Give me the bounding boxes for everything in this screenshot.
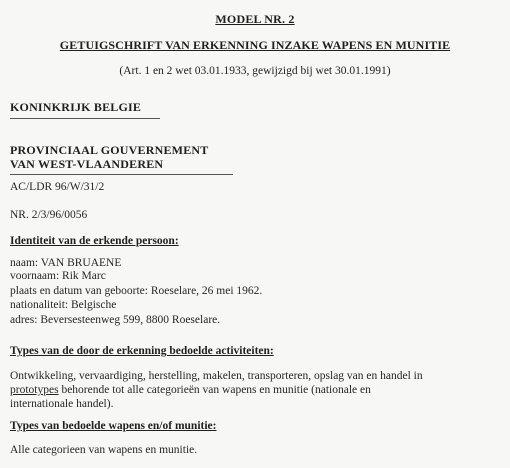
model-number: MODEL NR. 2: [215, 12, 295, 26]
identity-firstname: voornaam: Rik Marc: [10, 270, 106, 282]
certificate-number: NR. 2/3/96/0056: [10, 209, 88, 221]
identity-birth: plaats en datum van geboorte: Roeselare, 26 mei 1962.: [10, 285, 263, 297]
identity-address: adres: Beversesteenweg 599, 8800 Roeselare.: [10, 314, 221, 326]
reference-code: AC/LDR 96/W/31/2: [10, 181, 105, 193]
document-title: GETUIGSCHRIFT VAN ERKENNING INZAKE WAPENS EN MUNITIE: [59, 38, 451, 52]
weapons-text: Alle categorieen van wapens en munitie.: [10, 444, 198, 456]
identity-nationality: nationaliteit: Belgische: [10, 299, 117, 311]
activities-heading: Types van de door de erkenning bedoelde activiteiten:: [10, 345, 274, 357]
province-line-1: PROVINCIAAL GOUVERNEMENT: [10, 143, 209, 157]
legal-reference: (Art. 1 en 2 wet 03.01.1933, gewijzigd bij wet 30.01.1991): [119, 65, 391, 77]
identity-name: naam: VAN BRUAENE: [10, 257, 122, 269]
activities-text: [10, 369, 500, 411]
activities-line-3: internationale handel).: [10, 398, 114, 410]
activities-line-1: Ontwikkeling, vervaardiging, herstelling, makelen, transporteren, opslag van en handel in: [10, 370, 423, 382]
activities-line-2-rest: behorende tot alle categorieën van wapens en munitie (nationale en: [58, 384, 371, 396]
identity-heading: Identiteit van de erkende persoon:: [10, 235, 179, 247]
country-heading: KONINKRIJK BELGIE: [10, 100, 142, 114]
activities-line-2: [10, 383, 500, 397]
activities-prototypes: prototypes: [10, 384, 59, 396]
province-line-2: VAN WEST-VLAANDEREN: [10, 157, 164, 171]
weapons-heading: Types van bedoelde wapens en/of munitie:: [10, 420, 217, 432]
divider-province: [10, 174, 233, 175]
divider-country: [10, 118, 160, 119]
